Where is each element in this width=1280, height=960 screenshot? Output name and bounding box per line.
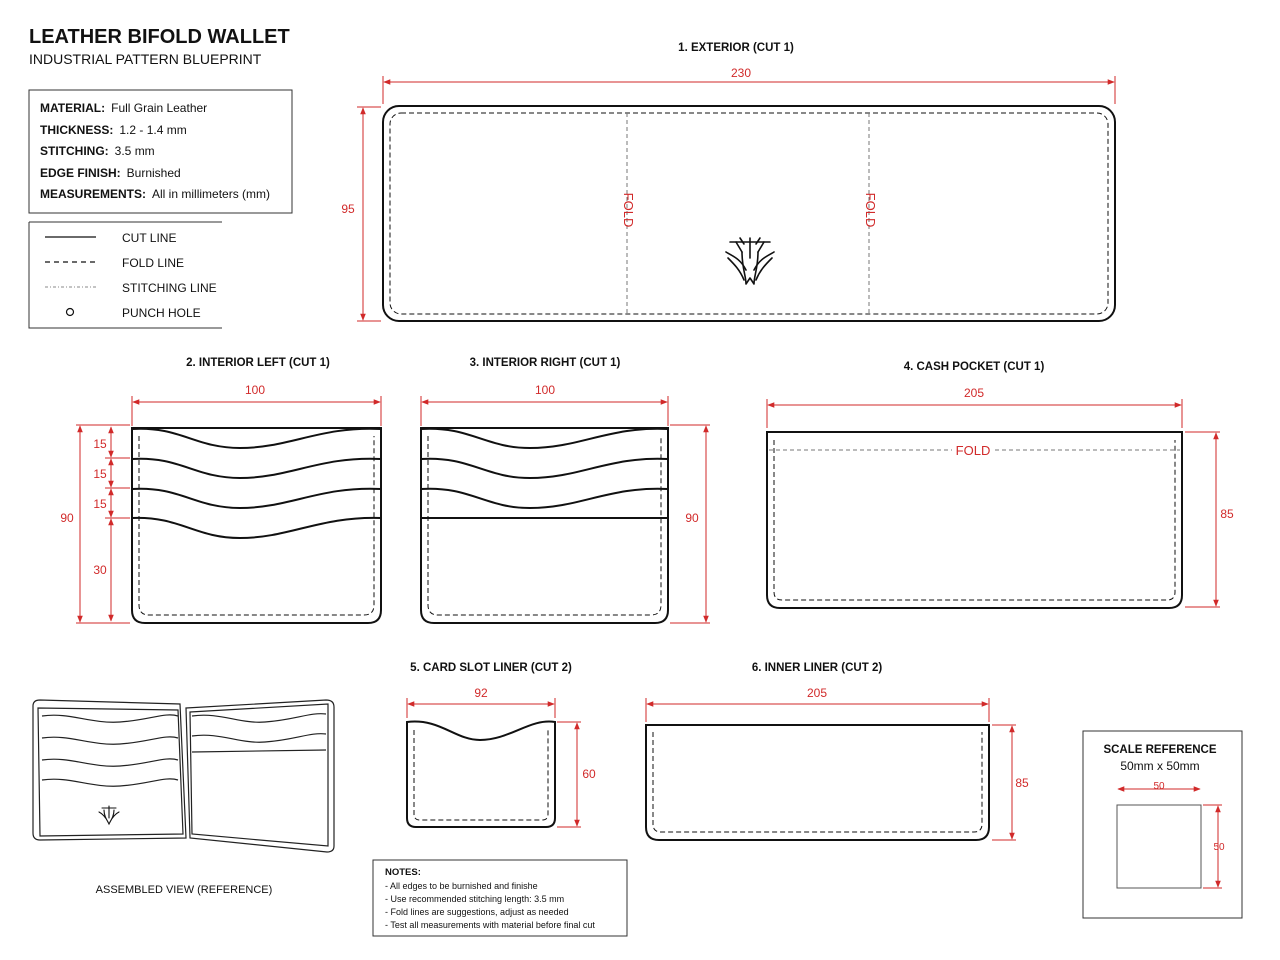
punch-hole-icon (67, 309, 74, 316)
interior-right-width-label: 100 (534, 383, 556, 397)
cash-pocket-width-label: 205 (963, 386, 985, 400)
inner-liner-title: 6. INNER LINER (CUT 2) (751, 662, 883, 674)
interior-left-slot-1-label: 15 (93, 437, 107, 451)
scale-reference (1083, 731, 1242, 918)
cash-pocket-height-label: 85 (1220, 507, 1234, 521)
exterior-title: 1. EXTERIOR (CUT 1) (678, 42, 794, 54)
legend-punch-hole: PUNCH HOLE (122, 306, 201, 320)
page-subtitle: INDUSTRIAL PATTERN BLUEPRINT (29, 51, 262, 67)
interior-right-height-label: 90 (685, 511, 699, 525)
spec-thickness: THICKNESS: 1.2 - 1.4 mm (40, 123, 187, 137)
scale-size-label: 50mm x 50mm (1120, 759, 1200, 773)
scale-title: SCALE REFERENCE (1103, 744, 1217, 756)
spec-stitching: STITCHING: 3.5 mm (40, 144, 155, 158)
inner-liner-width-label: 205 (806, 686, 828, 700)
inner-liner-height-label: 85 (1015, 776, 1029, 790)
note-item: - Fold lines are suggestions, adjust as needed (385, 907, 569, 917)
piece-exterior (341, 42, 1115, 321)
assembled-view (33, 700, 334, 896)
note-item: - Use recommended stitching length: 3.5 mm (385, 894, 565, 904)
line-legend (29, 222, 222, 328)
spec-measurements: MEASUREMENTS: All in millimeters (mm) (40, 187, 271, 201)
card-slot-liner-title: 5. CARD SLOT LINER (CUT 2) (410, 662, 572, 674)
notes-title: NOTES: (385, 867, 421, 878)
note-item: - All edges to be burnished and finishe (385, 881, 538, 891)
interior-left-slot-3-label: 15 (93, 497, 107, 511)
piece-interior-left (60, 357, 381, 623)
legend-fold-line: FOLD LINE (122, 256, 185, 270)
interior-left-width-label: 100 (244, 383, 266, 397)
exterior-fold-label-left: FOLD (621, 192, 636, 228)
card-slot-liner-height-label: 60 (582, 767, 596, 781)
interior-left-bottom-label: 30 (93, 563, 107, 577)
piece-interior-right (421, 357, 710, 623)
notes-box (373, 860, 627, 936)
legend-stitching-line: STITCHING LINE (122, 281, 217, 295)
cash-pocket-fold-label: FOLD (955, 443, 991, 458)
cash-pocket-title: 4. CASH POCKET (CUT 1) (903, 361, 1045, 373)
exterior-height-label: 95 (341, 202, 355, 216)
interior-left-height-label: 90 (60, 511, 74, 525)
note-item: - Test all measurements with material before final cut (385, 920, 595, 930)
exterior-fold-label-right: FOLD (863, 192, 878, 228)
interior-right-title: 3. INTERIOR RIGHT (CUT 1) (469, 357, 621, 369)
scale-square (1117, 805, 1201, 888)
spec-box (29, 90, 292, 213)
piece-cash-pocket (767, 361, 1234, 608)
page-title: LEATHER BIFOLD WALLET (29, 26, 290, 48)
interior-left-title: 2. INTERIOR LEFT (CUT 1) (186, 357, 330, 369)
scale-height-label: 50 (1213, 842, 1225, 853)
interior-left-slot-2-label: 15 (93, 467, 107, 481)
card-slot-liner-width-label: 92 (474, 686, 488, 700)
spec-material: MATERIAL: Full Grain Leather (40, 101, 208, 115)
exterior-width-label: 230 (730, 66, 752, 80)
piece-inner-liner (646, 662, 1029, 840)
scale-width-label: 50 (1153, 781, 1165, 792)
assembled-crown-logo-icon (99, 806, 119, 824)
assembled-caption: ASSEMBLED VIEW (REFERENCE) (95, 884, 273, 896)
piece-card-slot-liner (407, 662, 596, 827)
legend-cut-line: CUT LINE (122, 231, 177, 245)
spec-edge-finish: EDGE FINISH: Burnished (40, 166, 181, 180)
